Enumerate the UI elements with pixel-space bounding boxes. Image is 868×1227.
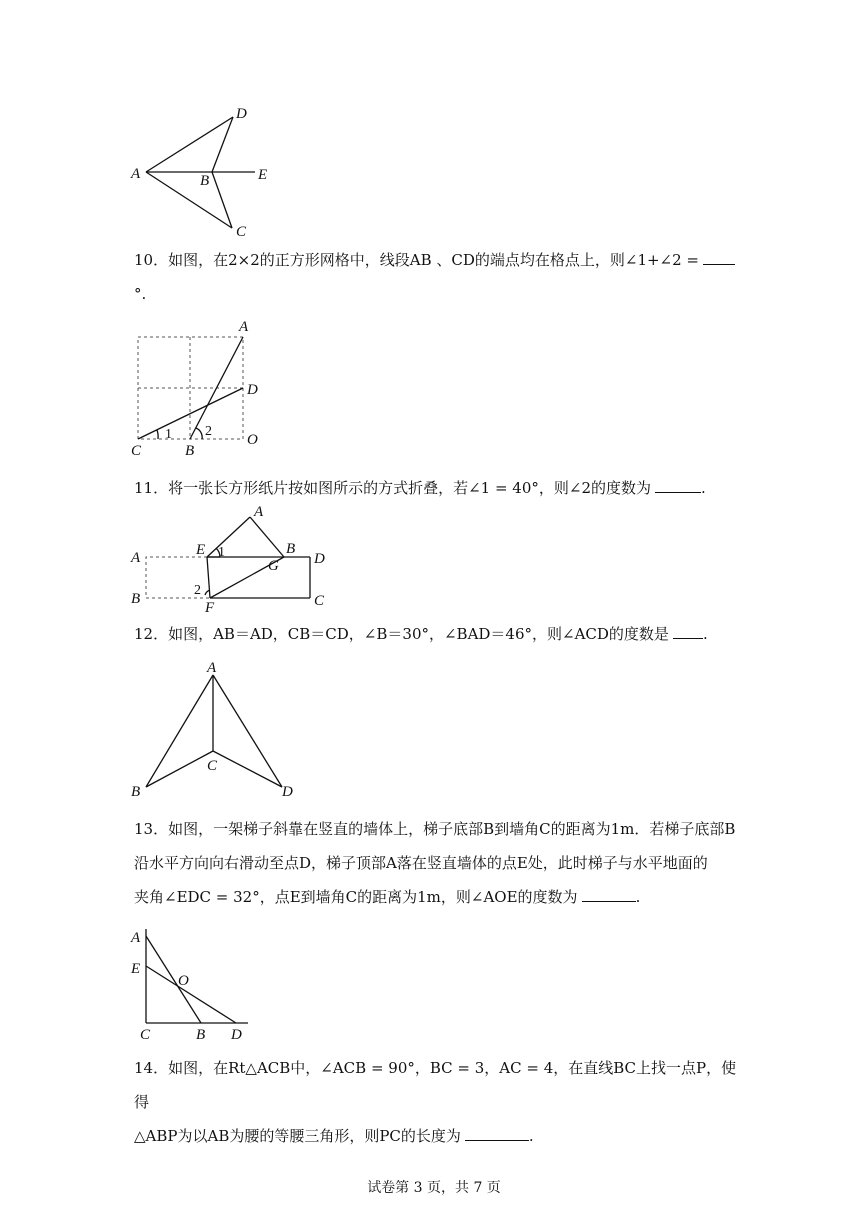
question-13-line-1: 13．如图，一架梯子斜靠在竖直的墙体上，梯子底部B到墙角C的距离为1m．若梯子底部B — [134, 820, 736, 838]
fig10-angle-2: 2 — [205, 424, 212, 439]
question-13-line-2: 沿水平方向向右滑动至点D，梯子顶部A落在竖直墙体的点E处，此时梯子与水平地面的 — [134, 854, 708, 872]
fig12-label-c: C — [207, 758, 218, 774]
fig11-label-g: G — [268, 558, 279, 574]
fig10-label-d: D — [247, 382, 258, 398]
fig11-angle-1: 1 — [218, 545, 225, 560]
fig13-label-c: C — [140, 1027, 151, 1043]
fig13-label-b: B — [196, 1027, 206, 1043]
fig11-label-d: D — [314, 551, 325, 567]
fig13-label-e: E — [131, 961, 141, 977]
fig9-label-b: B — [200, 173, 210, 189]
question-13 — [134, 812, 744, 914]
fig12-label-a: A — [207, 660, 217, 676]
fig11-label-f: F — [205, 600, 215, 616]
figure-10 — [131, 319, 258, 459]
question-10 — [134, 243, 744, 311]
fig10-label-b: B — [185, 443, 195, 459]
question-10-line-2: °. — [134, 285, 147, 303]
fig13-label-d: D — [231, 1027, 242, 1043]
fig9-label-c: C — [236, 224, 247, 240]
question-13-line-3: 夹角∠EDC = 32°，点E到墙角C的距离为1m，则∠AOE的度数为 . — [134, 880, 744, 914]
fig11-label-b-top: B — [286, 541, 296, 557]
figure-11 — [130, 504, 325, 616]
fig13-label-o: O — [178, 973, 189, 989]
fig12-label-d: D — [282, 784, 293, 800]
figure-13 — [130, 929, 248, 1043]
question-14-line-2: △ABP为以AB为腰的等腰三角形，则PC的长度为 . — [134, 1119, 744, 1153]
figure-12 — [131, 660, 293, 800]
fig10-label-c: C — [131, 443, 142, 459]
page-footer: 试卷第 3 页，共 7 页 — [367, 1180, 501, 1196]
answer-blank-13[interactable] — [582, 883, 636, 902]
fig11-label-a-left: A — [131, 550, 141, 566]
question-11: 11．将一张长方形纸片按如图所示的方式折叠，若∠1 = 40°，则∠2的度数为 . — [134, 471, 744, 505]
question-12: 12．如图，AB＝AD，CB＝CD，∠B＝30°，∠BAD＝46°，则∠ACD的度数是 . — [134, 617, 744, 651]
fig9-label-a: A — [131, 166, 141, 182]
fig10-angle-1: 1 — [165, 427, 172, 442]
fig13-label-a: A — [131, 930, 141, 946]
fig11-label-e: E — [196, 542, 206, 558]
question-10-line-1: 10．如图，在2×2的正方形网格中，线段AB 、CD的端点均在格点上，则∠1+∠2 = — [134, 243, 744, 277]
fig10-label-a: A — [239, 319, 249, 335]
answer-blank-11[interactable] — [655, 474, 701, 493]
answer-blank-12[interactable] — [673, 620, 703, 639]
answer-blank-14[interactable] — [465, 1122, 529, 1141]
fig11-label-b-left: B — [131, 591, 141, 607]
fig9-label-d: D — [236, 106, 247, 122]
fig11-label-c: C — [314, 593, 325, 609]
question-14 — [134, 1051, 744, 1153]
fig10-label-o: O — [247, 432, 258, 448]
fig11-angle-2: 2 — [194, 583, 201, 598]
answer-blank-10[interactable] — [703, 246, 735, 265]
fig12-label-b: B — [131, 784, 141, 800]
fig11-label-a-top: A — [254, 504, 264, 520]
figure-9 — [130, 106, 267, 240]
fig9-label-e: E — [258, 167, 268, 183]
question-14-line-1: 14．如图，在Rt△ACB中，∠ACB = 90°，BC = 3，AC = 4，在直线BC上找一点P，使得 — [134, 1059, 737, 1111]
